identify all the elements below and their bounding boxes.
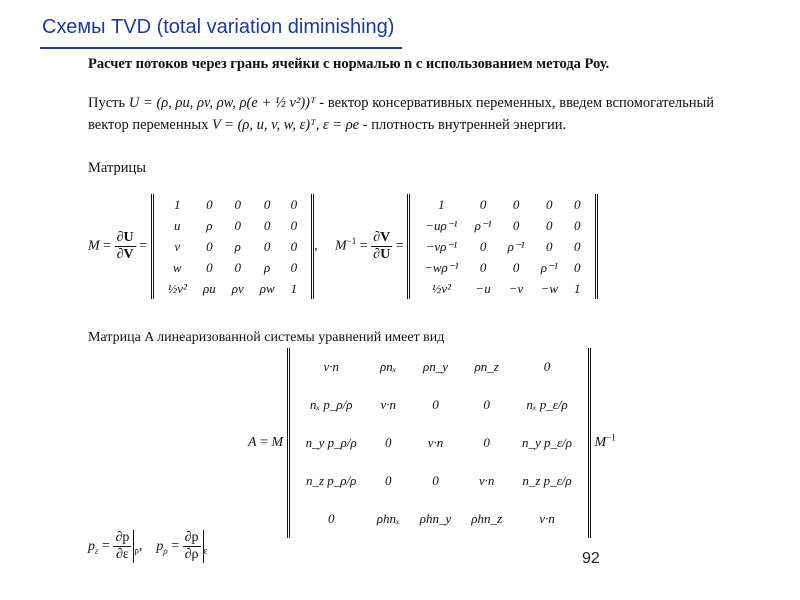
- matrix-cell: v·n: [539, 511, 555, 526]
- matrix-row: [416, 194, 588, 215]
- matrix-cell: ρ⁻¹: [507, 238, 525, 254]
- matrix-cell: ρn_z: [474, 359, 499, 374]
- para-text-2: - вектор консервативных переменных, введем вспомогательный вектор переменных: [88, 95, 715, 133]
- matrix-cell: 0: [483, 435, 490, 450]
- matrix-row: [160, 257, 306, 278]
- matrix-row: [416, 236, 588, 257]
- matrix-cell: 0: [206, 238, 213, 254]
- matrix-row: [160, 236, 306, 257]
- matrix-cell: 0: [234, 217, 241, 233]
- matrix-row: [296, 424, 582, 462]
- matrix-cell: ρv: [231, 280, 244, 296]
- matrix-cell: 1: [173, 196, 181, 212]
- matrix-cell: 0: [574, 217, 581, 233]
- matrix-cell: n_z p_ε/ρ: [522, 473, 572, 488]
- matrix-cell: 0: [512, 196, 520, 212]
- matrix-cell: 0: [543, 359, 551, 374]
- matrix-cell: ρ: [234, 238, 241, 254]
- matrix-cell: 0: [327, 511, 335, 526]
- matrix-cell: 0: [234, 196, 241, 212]
- matrix-cell: v: [174, 238, 181, 254]
- matrix-row: [296, 348, 582, 386]
- pressure-derivatives: $p_\varepsilon$ = $\frac{\partial p}{\partial\varepsilon}$ $_\rho$, $p_\rho$ = $\frac{\partial p}{\partial\rho}$ $_\varepsilon$: [88, 530, 208, 562]
- matrix-cell: ρ⁻¹: [474, 217, 492, 233]
- matrix-cell: −u: [475, 280, 491, 296]
- matrix-cell: ρnₓ: [380, 359, 397, 374]
- matrix-cell: n_y p_ε/ρ: [522, 435, 573, 450]
- m-matrix: [151, 194, 315, 299]
- matrix-cell: 0: [234, 259, 241, 275]
- matrix-cell: ρhn_y: [419, 511, 452, 526]
- m-inverse-equation: $M^{-1}$ = $\frac{\partial V}{\partial U}$ = 1 0 0 0 0 −uρ⁻¹ ρ⁻¹ 0 0 0 −vρ⁻¹ 0 ρ⁻¹ 0 0 −wρ⁻¹ 0 0 ρ⁻¹ 0 ½v² −u −v −w 1: [335, 194, 598, 299]
- matrix-cell: −v: [508, 280, 524, 296]
- matrix-cell: 1: [574, 280, 581, 296]
- matrix-cell: v·n: [427, 435, 444, 450]
- matrix-cell: 1: [290, 280, 298, 296]
- matrix-cell: 0: [574, 196, 581, 212]
- matrix-row: [160, 194, 306, 215]
- title-underline: [40, 47, 402, 49]
- matrix-cell: 0: [546, 196, 553, 212]
- matrix-cell: n_z p_ρ/ρ: [306, 473, 357, 488]
- para-text-1: Пусть: [88, 95, 126, 111]
- page-number: 92: [582, 550, 600, 567]
- matrix-cell: −uρ⁻¹: [425, 217, 458, 233]
- document-scan: [80, 52, 720, 572]
- matrix-cell: 0: [432, 473, 439, 488]
- matrix-row: [296, 500, 582, 538]
- matrices-label: Матрицы: [88, 160, 146, 176]
- matrix-cell: −vρ⁻¹: [425, 238, 458, 254]
- matrix-cell: 0: [263, 196, 271, 212]
- matrix-cell: 0: [263, 238, 271, 254]
- matrix-cell: 0: [206, 196, 213, 212]
- matrix-cell: ρw: [259, 280, 275, 296]
- v-vector-def: V = (ρ, u, v, w, ε)ᵀ: [211, 117, 316, 133]
- m-matrix-equation: M = $\frac{\partial U}{\partial V}$ = 1 0 0 0 0 u ρ 0 0 0 v 0 ρ 0 0 w 0 0 ρ 0 ½v² ρu ρv ρw 1 ,: [88, 194, 318, 299]
- matrix-cell: ρ: [206, 217, 213, 233]
- matrix-cell: ρhn_z: [471, 511, 503, 526]
- matrix-cell: v·n: [380, 397, 396, 412]
- matrix-cell: ½v²: [431, 280, 452, 296]
- matrix-cell: u: [173, 217, 181, 233]
- matrix-cell: ρn_y: [422, 359, 448, 374]
- matrix-cell: ½v²: [167, 280, 187, 296]
- matrix-cell: nₓ p_ρ/ρ: [309, 397, 353, 412]
- matrix-cell: 0: [290, 238, 298, 254]
- matrix-cell: 0: [574, 259, 581, 275]
- matrix-row: [416, 215, 588, 236]
- eps-def: ε = ρe: [322, 117, 360, 133]
- intro-paragraph: Пусть U = (ρ, ρu, ρv, ρw, ρ(e + ½ v²))ᵀ - вектор консервативных переменных, введем вспомогательный вектор переменных V = (ρ, u, v, w, ε)ᵀ, ε = ρe - плотность внутренней энергии.: [88, 95, 715, 133]
- matrix-cell: v·n: [323, 359, 339, 374]
- matrix-cell: 0: [479, 259, 487, 275]
- matrix-cell: 0: [290, 196, 298, 212]
- matrix-cell: v·n: [478, 473, 495, 488]
- matrix-cell: nₓ p_ε/ρ: [526, 397, 568, 412]
- matrix-cell: ρhnₓ: [376, 511, 400, 526]
- matrix-row: [416, 278, 588, 299]
- matrix-cell: 0: [384, 473, 392, 488]
- matrix-cell: w: [172, 259, 182, 275]
- para-text-3: - плотность внутренней энергии.: [362, 117, 567, 133]
- matrix-cell: 0: [479, 238, 487, 254]
- m-inverse-matrix: [407, 194, 597, 299]
- matrix-cell: 0: [483, 397, 490, 412]
- matrix-cell: 0: [574, 238, 581, 254]
- matrix-cell: −w: [540, 280, 559, 296]
- a-matrix: [287, 348, 591, 538]
- matrix-cell: 0: [512, 259, 520, 275]
- a-matrix-equation: A = M v·n ρnₓ ρn_y ρn_z 0 nₓ p_ρ/ρ v·n 0 0 nₓ p_ε/ρ n_y p_ρ/ρ 0 v·n 0 n_y p_ε/ρ n_z p_ρ/ρ 0 0 v·n n_z p_ε/ρ 0 ρhnₓ ρhn_y ρhn_z v·n $M^{-1}$: [248, 348, 616, 538]
- matrix-row: [160, 215, 306, 236]
- matrix-cell: 0: [206, 259, 213, 275]
- matrix-cell: ρu: [202, 280, 216, 296]
- matrix-cell: −wρ⁻¹: [424, 259, 459, 275]
- matrix-cell: 0: [479, 196, 487, 212]
- matrix-row: [296, 462, 582, 500]
- u-vector-def: U = (ρ, ρu, ρv, ρw, ρ(e + ½ v²))ᵀ: [128, 95, 316, 111]
- matrix-row: [296, 386, 582, 424]
- matrix-cell: 0: [290, 217, 298, 233]
- matrix-row: [160, 278, 306, 299]
- slide-title: Схемы TVD (total variation diminishing): [42, 16, 395, 38]
- matrix-cell: ρ: [264, 259, 271, 275]
- matrix-cell: 0: [263, 217, 271, 233]
- a-matrix-intro: Матрица A линеаризованной системы уравнений имеет вид: [88, 330, 445, 345]
- matrix-cell: 1: [438, 196, 445, 212]
- matrix-row: [416, 257, 588, 278]
- matrix-cell: n_y p_ρ/ρ: [305, 435, 357, 450]
- matrix-cell: 0: [290, 259, 298, 275]
- matrix-cell: 0: [546, 217, 553, 233]
- matrix-cell: 0: [512, 217, 520, 233]
- section-heading: Расчет потоков через грань ячейки с нормалью n с использованием метода Роу.: [88, 56, 610, 72]
- matrix-cell: 0: [384, 435, 392, 450]
- matrix-cell: ρ⁻¹: [540, 259, 558, 275]
- matrix-cell: 0: [432, 397, 439, 412]
- matrix-cell: 0: [546, 238, 553, 254]
